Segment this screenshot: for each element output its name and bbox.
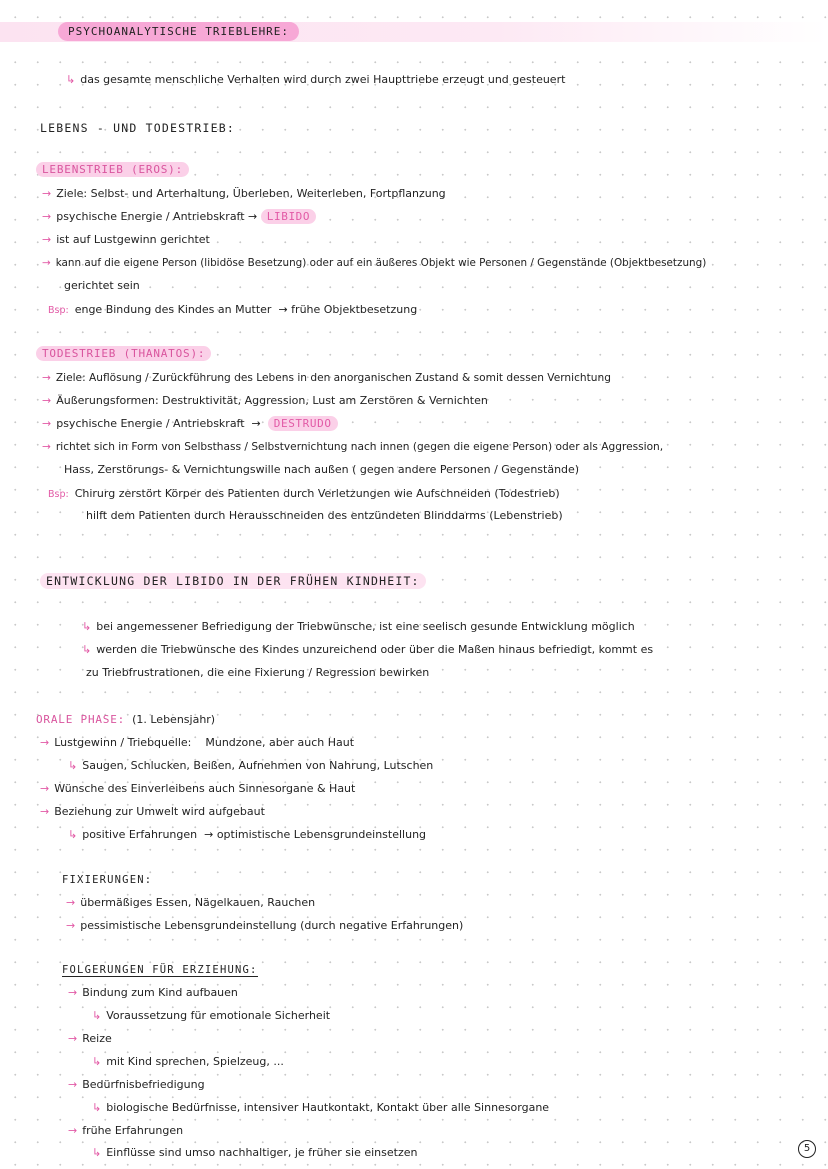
- arrow-icon: →: [42, 187, 52, 200]
- fix-line: → übermäßiges Essen, Nägelkauen, Rauchen: [66, 896, 316, 909]
- dev-line: zu Triebfrustrationen, die eine Fixierung / Regression bewirken: [86, 666, 430, 679]
- hook-arrow-icon: ↳: [82, 620, 92, 633]
- arrow-icon: →: [68, 1078, 78, 1091]
- oral-line: → Lustgewinn / Triebquelle: Mundzone, aber auch Haut: [40, 736, 355, 749]
- thanatos-line: → richtet sich in Form von Selbsthass / Selbstvernichtung nach innen (gegen die eigene Person) oder als Aggression,: [42, 441, 664, 453]
- intro-line: ↳ das gesamte menschliche Verhalten wird durch zwei Haupttriebe erzeugt und gesteuert: [66, 73, 566, 86]
- hook-arrow-icon: ↳: [66, 73, 76, 86]
- folg-line: ↳ Einflüsse sind umso nachhaltiger, je früher sie einsetzen: [92, 1146, 418, 1159]
- oral-line: ↳ Saugen, Schlucken, Beißen, Aufnehmen von Nahrung, Lutschen: [68, 759, 434, 772]
- folg-line: ↳ Voraussetzung für emotionale Sicherheit: [92, 1009, 331, 1022]
- page-title: PSYCHOANALYTISCHE TRIEBLEHRE:: [58, 24, 299, 40]
- arrow-icon: →: [42, 417, 52, 430]
- arrow-icon: →: [42, 372, 51, 384]
- arrow-icon: →: [68, 1032, 78, 1045]
- folg-line: → frühe Erfahrungen: [68, 1124, 184, 1137]
- arrow-icon: →: [42, 257, 51, 269]
- folg-line: → Reize: [68, 1032, 112, 1045]
- eros-line: → kann auf die eigene Person (libidöse Besetzung) oder auf ein äußeres Objekt wie Personen / Gegenstände (Objektbesetzung): [42, 257, 707, 269]
- dev-line: ↳ bei angemessener Befriedigung der Triebwünsche, ist eine seelisch gesunde Entwicklung möglich: [82, 620, 635, 633]
- section-heading-entwicklung: ENTWICKLUNG DER LIBIDO IN DER FRÜHEN KINDHEIT:: [40, 573, 426, 590]
- section-heading-lebens-todestrieb: LEBENS - UND TODESTRIEB:: [40, 121, 235, 135]
- fix-line: → pessimistische Lebensgrundeinstellung (durch negative Erfahrungen): [66, 919, 464, 932]
- hook-arrow-icon: ↳: [82, 643, 92, 656]
- oral-heading: ORALE PHASE: (1. Lebensjahr): [36, 713, 216, 726]
- thanatos-line: Hass, Zerstörungs- & Vernichtungswille nach außen ( gegen andere Personen / Gegenstände): [64, 463, 580, 476]
- folg-line: ↳ mit Kind sprechen, Spielzeug, ...: [92, 1055, 284, 1068]
- arrow-icon: →: [42, 394, 52, 407]
- eros-line: gerichtet sein: [64, 279, 140, 292]
- thanatos-example: Bsp: Chirurg zerstört Körper des Patienten durch Verletzungen wie Aufschneiden (Todestrieb): [48, 487, 560, 500]
- arrow-icon: →: [68, 986, 78, 999]
- eros-line: → psychische Energie / Antriebskraft → LIBIDO: [42, 209, 316, 225]
- destrudo-badge: DESTRUDO: [268, 416, 338, 431]
- thanatos-example: hilft dem Patienten durch Herausschneiden des entzündeten Blinddarms (Lebenstrieb): [86, 509, 563, 522]
- dev-line: ↳ werden die Triebwünsche des Kindes unzureichend oder über die Maßen hinaus befriedigt, kommt es: [82, 643, 654, 656]
- eros-heading: LEBENSTRIEB (EROS):: [36, 162, 189, 178]
- folgerungen-heading: FOLGERUNGEN FÜR ERZIEHUNG:: [62, 964, 258, 976]
- oral-line: → Wünsche des Einverleibens auch Sinnesorgane & Haut: [40, 782, 356, 795]
- arrow-icon: →: [42, 441, 51, 453]
- arrow-icon: →: [66, 896, 76, 909]
- arrow-icon: →: [68, 1124, 78, 1137]
- hook-arrow-icon: ↳: [92, 1055, 102, 1068]
- eros-example: Bsp: enge Bindung des Kindes an Mutter → frühe Objektbesetzung: [48, 303, 418, 316]
- thanatos-line: → Äußerungsformen: Destruktivität, Aggression, Lust am Zerstören & Vernichten: [42, 394, 488, 407]
- folg-line: ↳ biologische Bedürfnisse, intensiver Hautkontakt, Kontakt über alle Sinnesorgane: [92, 1101, 550, 1114]
- hook-arrow-icon: ↳: [92, 1146, 102, 1159]
- hook-arrow-icon: ↳: [68, 828, 78, 841]
- hook-arrow-icon: ↳: [92, 1101, 102, 1114]
- hook-arrow-icon: ↳: [68, 759, 78, 772]
- arrow-icon: →: [66, 919, 76, 932]
- hook-arrow-icon: ↳: [92, 1009, 102, 1022]
- thanatos-line: → Ziele: Auflösung / Zurückführung des Lebens in den anorganischen Zustand & somit dessen Vernichtung: [42, 372, 611, 384]
- oral-line: ↳ positive Erfahrungen → optimistische Lebensgrundeinstellung: [68, 828, 427, 841]
- arrow-icon: →: [40, 782, 50, 795]
- libido-badge: LIBIDO: [261, 209, 316, 224]
- page-number: 5: [798, 1140, 816, 1158]
- oral-line: → Beziehung zur Umwelt wird aufgebaut: [40, 805, 265, 818]
- arrow-icon: →: [40, 805, 50, 818]
- arrow-icon: →: [42, 233, 52, 246]
- eros-line: → ist auf Lustgewinn gerichtet: [42, 233, 210, 246]
- thanatos-line: → psychische Energie / Antriebskraft → DESTRUDO: [42, 416, 338, 432]
- folg-line: → Bedürfnisbefriedigung: [68, 1078, 205, 1091]
- arrow-icon: →: [40, 736, 50, 749]
- arrow-icon: →: [42, 210, 52, 223]
- eros-line: → Ziele: Selbst- und Arterhaltung, Überleben, Weiterleben, Fortpflanzung: [42, 187, 446, 200]
- fixierungen-heading: FIXIERUNGEN:: [62, 874, 153, 886]
- folg-line: → Bindung zum Kind aufbauen: [68, 986, 238, 999]
- thanatos-heading: TODESTRIEB (THANATOS):: [36, 346, 211, 362]
